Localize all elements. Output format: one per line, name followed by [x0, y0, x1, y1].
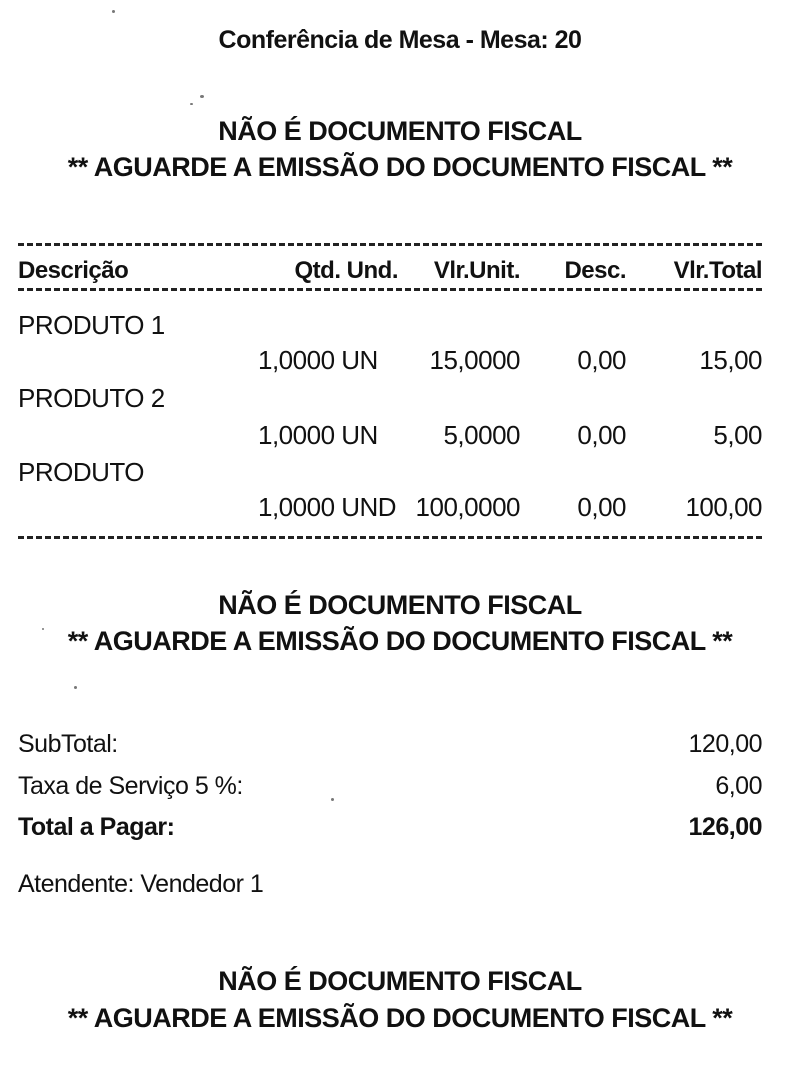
non-fiscal-notice: NÃO É DOCUMENTO FISCAL — [218, 590, 582, 620]
non-fiscal-notice: NÃO É DOCUMENTO FISCAL — [218, 966, 582, 996]
subtotal-value: 120,00 — [688, 730, 762, 758]
item-discount: 0,00 — [577, 420, 626, 450]
await-fiscal-notice: ** AGUARDE A EMISSÃO DO DOCUMENTO FISCAL ** — [67, 152, 733, 182]
await-fiscal-notice: ** AGUARDE A EMISSÃO DO DOCUMENTO FISCAL ** — [67, 626, 733, 656]
item-name: PRODUTO 1 — [18, 310, 165, 340]
item-total: 15,00 — [699, 345, 762, 375]
table-top-rule — [18, 243, 762, 246]
table-bottom-rule — [18, 536, 762, 539]
column-header-desc: Desc. — [564, 257, 626, 284]
scan-speck — [190, 103, 193, 105]
item-qty-unit: 1,0000 UN — [258, 420, 378, 450]
subtotal-label: SubTotal: — [18, 730, 118, 758]
attendant-label: Atendente: Vendedor 1 — [18, 870, 264, 898]
scan-speck — [331, 798, 334, 801]
scan-speck — [200, 95, 204, 98]
total-label: Total a Pagar: — [18, 813, 175, 841]
column-header-qtd-und: Qtd. Und. — [294, 257, 398, 284]
receipt-title: Conferência de Mesa - Mesa: 20 — [218, 26, 582, 54]
item-unit-price: 5,0000 — [443, 420, 520, 450]
total-value: 126,00 — [688, 813, 762, 841]
item-total: 5,00 — [713, 420, 762, 450]
service-fee-label: Taxa de Serviço 5 %: — [18, 772, 243, 800]
service-fee-value: 6,00 — [715, 772, 762, 800]
item-unit-price: 100,0000 — [415, 492, 520, 522]
column-header-vlr-total: Vlr.Total — [673, 257, 762, 284]
item-discount: 0,00 — [577, 345, 626, 375]
item-total: 100,00 — [685, 492, 762, 522]
item-name: PRODUTO 2 — [18, 383, 165, 413]
column-header-descricao: Descrição — [18, 257, 129, 284]
item-qty-unit: 1,0000 UN — [258, 345, 378, 375]
await-fiscal-notice: ** AGUARDE A EMISSÃO DO DOCUMENTO FISCAL ** — [67, 1003, 733, 1033]
scan-speck — [74, 686, 77, 689]
item-qty-unit: 1,0000 UND — [258, 492, 397, 522]
table-header-rule — [18, 288, 762, 291]
column-header-vlr-unit: Vlr.Unit. — [433, 257, 520, 284]
item-discount: 0,00 — [577, 492, 626, 522]
item-unit-price: 15,0000 — [429, 345, 520, 375]
item-name: PRODUTO — [18, 457, 145, 487]
scan-speck — [112, 10, 115, 13]
non-fiscal-notice: NÃO É DOCUMENTO FISCAL — [218, 116, 582, 146]
